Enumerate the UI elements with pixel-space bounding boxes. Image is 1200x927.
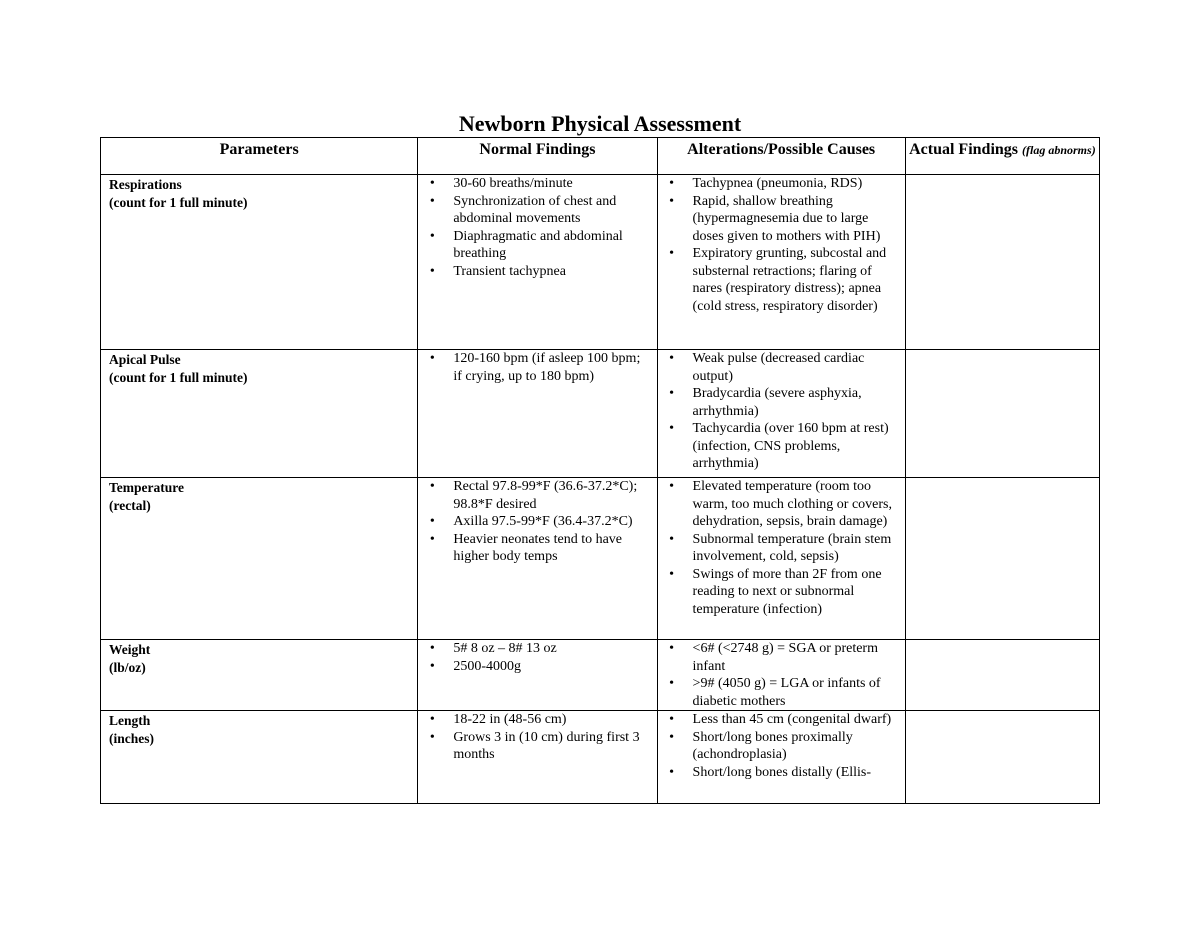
parameter-cell (101, 640, 418, 711)
finding-text: Heavier neonates tend to have higher body temps (453, 531, 623, 564)
normal-finding-item (418, 658, 650, 676)
bullet-icon: • (669, 351, 674, 366)
normal-finding-item (418, 175, 650, 193)
header-actual-findings: Actual Findings (flag abnorms) (905, 138, 1099, 175)
normal-findings-cell (418, 478, 657, 640)
header-normal-findings: Normal Findings (418, 138, 657, 175)
table-row-weight (101, 640, 1100, 711)
parameter-cell (101, 711, 418, 804)
finding-text: Weak pulse (decreased cardiac output) (692, 351, 865, 384)
finding-text: Rapid, shallow breathing (hypermagnesemia due to large doses given to mothers with PIH) (692, 193, 881, 244)
bullet-icon: • (429, 658, 435, 674)
finding-text: Swings of more than 2F from one reading to next or subnormal temperature (infection) (692, 566, 882, 617)
normal-finding-item (418, 513, 650, 531)
normal-finding-item (418, 729, 650, 764)
parameter-cell (101, 175, 418, 350)
alteration-item (658, 711, 899, 729)
alteration-item (658, 675, 899, 710)
finding-text: Diaphragmatic and abdominal breathing (453, 228, 623, 261)
parameter-note: (count for 1 full minute) (109, 369, 248, 385)
header-parameters: Parameters (101, 138, 418, 175)
bullet-icon: • (429, 263, 435, 279)
alterations-list (658, 350, 905, 473)
parameter-note: (lb/oz) (109, 659, 146, 675)
normal-finding-item (418, 711, 650, 729)
bullet-icon: • (669, 676, 674, 691)
alteration-item (658, 175, 899, 193)
bullet-icon: • (669, 421, 674, 436)
alterations-list (658, 478, 905, 618)
finding-text: Short/long bones proximally (achondroplasia) (692, 729, 853, 762)
page-title: Newborn Physical Assessment (458, 111, 742, 136)
actual-findings-cell[interactable] (905, 478, 1099, 640)
header-alterations: Alterations/Possible Causes (657, 138, 905, 175)
finding-text: Tachycardia (over 160 bpm at rest) (infection, CNS problems, arrhythmia) (692, 421, 889, 471)
parameter-name: Length (109, 713, 151, 728)
actual-findings-cell[interactable] (905, 711, 1099, 804)
bullet-icon: • (669, 246, 674, 261)
alterations-cell (657, 175, 905, 350)
normal-findings-list (418, 478, 656, 566)
table-row-apical-pulse (101, 350, 1100, 478)
parameter-note: (count for 1 full minute) (109, 194, 248, 210)
bullet-icon: • (429, 479, 435, 494)
finding-text: Elevated temperature (room too warm, too much clothing or covers, dehydration, sepsis, brain damage) (692, 479, 892, 529)
finding-text: Short/long bones distally (Ellis- (692, 764, 872, 780)
parameter-cell (101, 350, 418, 478)
parameter-name: Apical Pulse (109, 352, 181, 367)
alterations-list (658, 711, 905, 781)
parameter-note: (rectal) (109, 497, 151, 513)
bullet-icon: • (429, 531, 435, 547)
alteration-item (658, 420, 899, 473)
bullet-icon: • (429, 729, 435, 745)
normal-findings-cell (418, 350, 657, 478)
alteration-item (658, 764, 899, 782)
normal-findings-list (418, 175, 656, 280)
bullet-icon: • (669, 712, 674, 727)
table-row-length (101, 711, 1100, 804)
alterations-cell (657, 478, 905, 640)
bullet-icon: • (669, 386, 674, 401)
finding-text: 30-60 breaths/minute (453, 176, 573, 191)
header-row (101, 138, 1100, 175)
alteration-item (658, 245, 899, 315)
header-actual-note: (flag abnorms) (1022, 143, 1096, 157)
finding-text: Synchronization of chest and abdominal movements (453, 193, 617, 226)
finding-text: Less than 45 cm (congenital dwarf) (692, 712, 892, 727)
bullet-icon: • (429, 514, 435, 529)
alteration-item (658, 729, 899, 764)
finding-text: Transient tachypnea (453, 263, 566, 279)
alteration-item (658, 193, 899, 246)
finding-text: Rectal 97.8-99*F (36.6-37.2*C); 98.8*F desired (453, 479, 638, 512)
actual-findings-cell[interactable] (905, 175, 1099, 350)
normal-finding-item (418, 263, 650, 281)
normal-finding-item (418, 350, 650, 385)
finding-text: Grows 3 in (10 cm) during first 3 months (453, 729, 640, 762)
finding-text: 2500-4000g (453, 658, 521, 674)
normal-finding-item (418, 228, 650, 263)
bullet-icon: • (429, 351, 435, 366)
finding-text: 5# 8 oz – 8# 13 oz (453, 641, 557, 656)
alterations-cell (657, 711, 905, 804)
bullet-icon: • (669, 641, 674, 656)
finding-text: 120-160 bpm (if asleep 100 bpm; if crying, up to 180 bpm) (453, 351, 641, 384)
finding-text: Tachypnea (pneumonia, RDS) (692, 176, 863, 191)
bullet-icon: • (669, 479, 674, 494)
bullet-icon: • (429, 193, 435, 209)
normal-findings-cell (418, 640, 657, 711)
normal-findings-list (418, 640, 656, 675)
alterations-cell (657, 640, 905, 711)
parameter-name: Weight (109, 642, 151, 657)
assessment-table (100, 137, 1100, 804)
normal-finding-item (418, 531, 650, 566)
bullet-icon: • (669, 764, 674, 780)
finding-text: Expiratory grunting, subcostal and substernal retractions; flaring of nares (respiratory distress); apnea (cold stress, respiratory disorder) (692, 246, 887, 314)
bullet-icon: • (429, 228, 435, 244)
actual-findings-cell[interactable] (905, 640, 1099, 711)
finding-text: <6# (<2748 g) = SGA or preterm infant (692, 641, 878, 674)
alteration-item (658, 350, 899, 385)
normal-findings-cell (418, 711, 657, 804)
parameter-name: Respirations (109, 177, 182, 192)
finding-text: Bradycardia (severe asphyxia, arrhythmia) (692, 386, 862, 419)
actual-findings-cell[interactable] (905, 350, 1099, 478)
parameter-note: (inches) (109, 730, 154, 746)
finding-text: >9# (4050 g) = LGA or infants of diabetic mothers (692, 676, 881, 709)
alteration-item (658, 640, 899, 675)
bullet-icon: • (669, 193, 674, 209)
alterations-cell (657, 350, 905, 478)
table-row-respirations (101, 175, 1100, 350)
finding-text: Subnormal temperature (brain stem involvement, cold, sepsis) (692, 531, 892, 564)
alteration-item (658, 531, 899, 566)
alterations-list (658, 175, 905, 315)
bullet-icon: • (669, 531, 674, 547)
bullet-icon: • (669, 176, 674, 191)
bullet-icon: • (669, 566, 674, 582)
finding-text: 18-22 in (48-56 cm) (453, 712, 567, 727)
normal-findings-cell (418, 175, 657, 350)
bullet-icon: • (429, 712, 435, 727)
normal-findings-list (418, 350, 656, 385)
normal-finding-item (418, 640, 650, 658)
normal-finding-item (418, 478, 650, 513)
normal-finding-item (418, 193, 650, 228)
parameter-name: Temperature (109, 480, 184, 495)
table-row-temperature (101, 478, 1100, 640)
bullet-icon: • (429, 176, 435, 191)
normal-findings-list (418, 711, 656, 764)
bullet-icon: • (429, 641, 435, 656)
finding-text: Axilla 97.5-99*F (36.4-37.2*C) (453, 514, 633, 529)
bullet-icon: • (669, 729, 674, 745)
alteration-item (658, 566, 899, 619)
alterations-list (658, 640, 905, 710)
alteration-item (658, 478, 899, 531)
alteration-item (658, 385, 899, 420)
parameter-cell (101, 478, 418, 640)
